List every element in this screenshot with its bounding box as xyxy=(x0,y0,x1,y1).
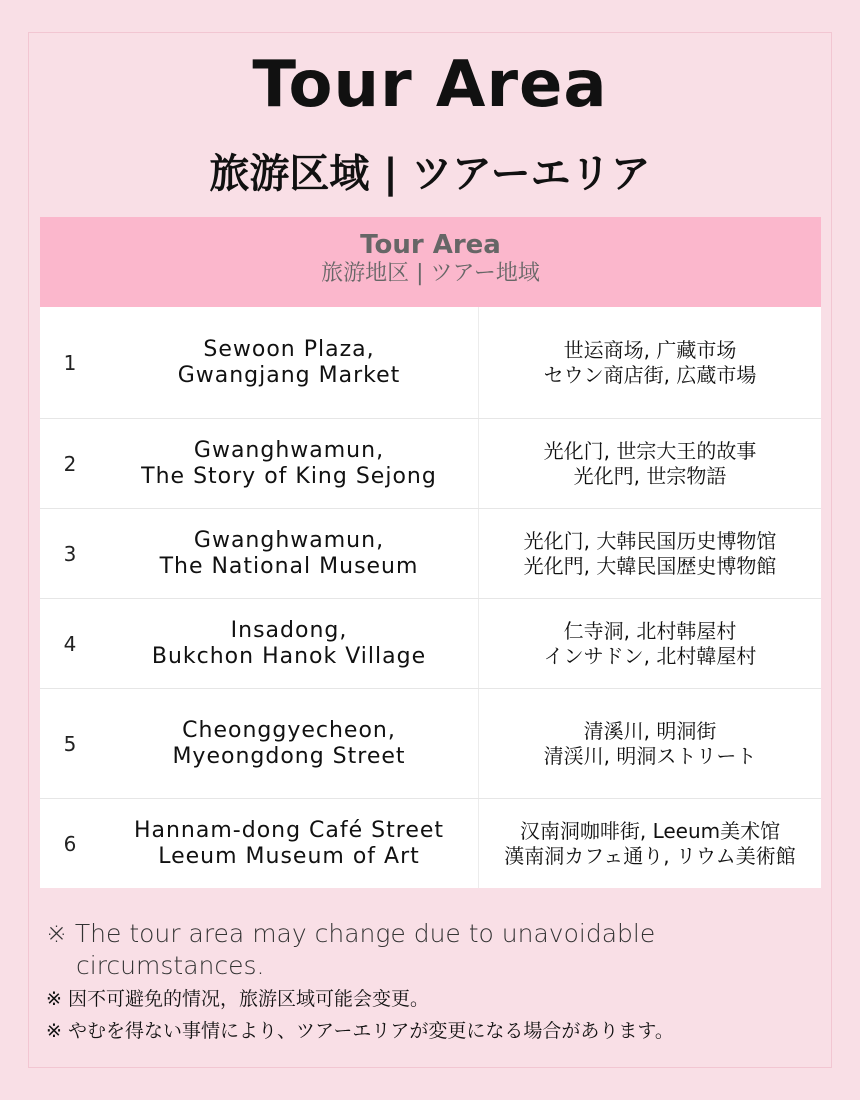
row-japanese: インサドン, 北村韓屋村 xyxy=(543,643,757,668)
note-english-line1: ※ The tour area may change due to unavoidable xyxy=(46,919,656,948)
row-chinese: 光化门, 世宗大王的故事 xyxy=(543,438,757,463)
row-english xyxy=(100,689,478,798)
row-cjk xyxy=(478,509,821,598)
table-header-subtitle: 旅游地区 | ツアー地域 xyxy=(321,261,540,286)
row-number: 5 xyxy=(63,731,77,756)
page-title: Tour Area xyxy=(252,48,608,122)
tour-area-table xyxy=(40,217,821,888)
row-english-line1: Cheonggyecheon, xyxy=(182,717,396,743)
table-row xyxy=(40,798,821,888)
table-row xyxy=(40,508,821,598)
page-subtitle: 旅游区域 | ツアーエリア xyxy=(209,151,651,197)
note-chinese: ※ 因不可避免的情况，旅游区域可能会变更。 xyxy=(46,988,429,1010)
table-row xyxy=(40,307,821,418)
row-english xyxy=(100,419,478,508)
row-number: 1 xyxy=(63,350,77,375)
row-cjk xyxy=(478,419,821,508)
row-english-line1: Gwanghwamun, xyxy=(193,437,385,463)
row-english-line1: Insadong, xyxy=(230,617,348,643)
row-english-line1: Gwanghwamun, xyxy=(193,527,385,553)
row-english-line2: The Story of King Sejong xyxy=(141,463,437,489)
table-row xyxy=(40,418,821,508)
table-header xyxy=(40,217,821,307)
row-chinese: 仁寺洞, 北村韩屋村 xyxy=(563,618,737,643)
row-chinese: 光化门, 大韩民国历史博物馆 xyxy=(523,528,777,553)
table-row xyxy=(40,598,821,688)
row-japanese: 光化門, 大韓民国歴史博物館 xyxy=(523,553,777,578)
row-japanese: セウン商店街, 広蔵市場 xyxy=(543,362,757,387)
row-english-line2: The National Museum xyxy=(159,553,419,579)
row-cjk xyxy=(478,307,821,418)
row-english xyxy=(100,599,478,688)
note-english xyxy=(46,918,816,982)
row-english-line1: Hannam-dong Café Street xyxy=(133,817,445,843)
row-english-line2: Leeum Museum of Art xyxy=(158,843,420,869)
note-english-line2: circumstances. xyxy=(76,951,265,980)
row-number: 3 xyxy=(63,541,77,566)
row-number: 2 xyxy=(63,451,77,476)
row-english xyxy=(100,799,478,888)
row-cjk xyxy=(478,799,821,888)
row-cjk xyxy=(478,599,821,688)
row-chinese: 清溪川, 明洞街 xyxy=(583,718,717,743)
row-japanese: 漢南洞カフェ通り, リウム美術館 xyxy=(504,843,796,868)
table-row xyxy=(40,688,821,798)
table-header-title: Tour Area xyxy=(360,230,501,260)
table-body xyxy=(40,307,821,888)
row-chinese: 汉南洞咖啡街, Leeum美术馆 xyxy=(519,818,781,843)
row-japanese: 光化門, 世宗物語 xyxy=(573,463,727,488)
row-chinese: 世运商场, 广藏市场 xyxy=(563,337,737,362)
row-english-line1: Sewoon Plaza, xyxy=(203,336,375,362)
row-japanese: 清渓川, 明洞ストリート xyxy=(543,743,757,768)
row-cjk xyxy=(478,689,821,798)
note-japanese: ※ やむを得ない事情により、ツアーエリアが変更になる場合があります。 xyxy=(46,1020,674,1042)
row-english xyxy=(100,307,478,418)
notes-section xyxy=(46,918,816,1048)
row-english-line2: Bukchon Hanok Village xyxy=(151,643,427,669)
row-number: 6 xyxy=(63,831,77,856)
row-english-line2: Myeongdong Street xyxy=(172,743,406,769)
row-english-line2: Gwangjang Market xyxy=(177,362,401,388)
row-number: 4 xyxy=(63,631,77,656)
row-english xyxy=(100,509,478,598)
